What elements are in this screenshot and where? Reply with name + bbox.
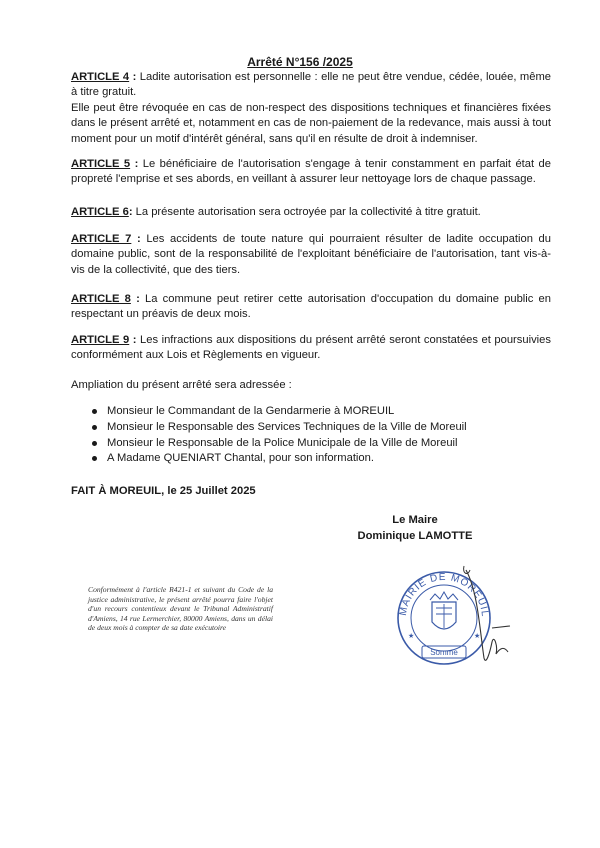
article-7: ARTICLE 7 : Les accidents de toute nature qui pourraient résulter de ladite occupation du domaine public, sont de la responsabilité de l'exploitant bénéficiaire de l'autorisation, tant vis-à-vis de la collectivité, que des tiers. (71, 233, 551, 276)
stamp-star-right: ★ (474, 633, 481, 640)
article-4-text: Ladite autorisation est personnelle : elle ne peut être vendue, cédée, louée, même à titre gratuit. (71, 71, 552, 99)
article-9-label: ARTICLE 9 (71, 334, 130, 346)
article-4: ARTICLE 4 : Ladite autorisation est personnelle : elle ne peut être vendue, cédée, louée, même à titre gratuit. Elle peut être révoquée en cas de non-respect des dispositions techniques et financières fixées dans le présent arrêté et, notamment en cas de non-paiement de la redevance, mais aussi à tout moment pour un motif d'intérêt général, sans qu'il en résulte de droit à indemniser. (71, 71, 552, 145)
recipients-list (92, 404, 467, 467)
stamp-star-left: ★ (408, 633, 415, 640)
article-4-label: ARTICLE 4 (71, 71, 130, 83)
article-8-text: La commune peut retirer cette autorisation d'occupation du domaine public en respectant un préavis de deux mois. (71, 293, 551, 321)
document-title: Arrêté N°156 /2025 (247, 55, 353, 69)
article-6: ARTICLE 6: La présente autorisation sera octroyée par la collectivité à titre gratuit. (71, 206, 481, 218)
stamp-top-text: MAIRIE DE MOREUIL (397, 571, 491, 618)
recipient-item: Monsieur le Responsable des Services Techniques de la Ville de Moreuil (92, 420, 467, 436)
article-7-label: ARTICLE 7 (71, 233, 132, 245)
recipient-item: Monsieur le Responsable de la Police Municipale de la Ville de Moreuil (92, 436, 467, 452)
recipient-item: A Madame QUENIART Chantal, pour son information. (92, 451, 467, 467)
article-9: ARTICLE 9 : Les infractions aux dispositions du présent arrêté seront constatées et poursuivies conformément aux Lois et Règlements en vigueur. (71, 334, 551, 362)
mairie-stamp-and-signature (388, 562, 513, 672)
article-9-text: Les infractions aux dispositions du présent arrêté seront constatées et poursuivies conformément aux Lois et Règlements en vigueur. (71, 334, 551, 362)
article-4-text-2: Elle peut être révoquée en cas de non-respect des dispositions techniques et financières fixées dans le présent arrêté et, notamment en cas de non-paiement de la redevance, mais aussi à tout moment pour un motif d'intérêt général, sans qu'il en résulte de droit à indemniser. (71, 101, 551, 145)
signer-name: Dominique LAMOTTE (357, 529, 473, 542)
article-5-label: ARTICLE 5 (71, 158, 131, 170)
article-5-text: Le bénéficiaire de l'autorisation s'engage à tenir constamment en parfait état de propreté l'emprise et ses abords, en veillant à assurer leur nettoyage lors de chaque passage. (71, 158, 551, 186)
article-6-text: La présente autorisation sera octroyée par la collectivité à titre gratuit. (132, 206, 481, 218)
article-8-label: ARTICLE 8 (71, 293, 131, 305)
legal-notice: Conformément à l'article R421-1 et suivant du Code de la justice administrative, le présent arrêté pourra faire l'objet d'un recours contentieux devant le Tribunal Administratif d'Amiens, 14 rue Lermerchier, 80000 Amiens, dans un délai de deux mois à compter de sa date exécutoire (88, 585, 273, 633)
ampliation-intro: Ampliation du présent arrêté sera adressée : (71, 379, 292, 391)
article-8: ARTICLE 8 : La commune peut retirer cette autorisation d'occupation du domaine public en respectant un préavis de deux mois. (71, 293, 551, 321)
signer-block (345, 513, 485, 544)
article-6-label: ARTICLE 6 (71, 206, 129, 218)
signer-role: Le Maire (392, 514, 438, 526)
article-5: ARTICLE 5 : Le bénéficiaire de l'autorisation s'engage à tenir constamment en parfait état de propreté l'emprise et ses abords, en veillant à assurer leur nettoyage lors de chaque passage. (71, 158, 551, 186)
recipient-item: Monsieur le Commandant de la Gendarmerie à MOREUIL (92, 404, 467, 420)
article-7-text: Les accidents de toute nature qui pourraient résulter de ladite occupation du domaine public, sont de la responsabilité de l'exploitant bénéficiaire de l'autorisation, tant vis-à-vis de la collectivité, que des tiers. (71, 233, 551, 276)
stamp-bottom-text: Somme (430, 648, 458, 657)
place-and-date: FAIT À MOREUIL, le 25 Juillet 2025 (71, 485, 256, 497)
